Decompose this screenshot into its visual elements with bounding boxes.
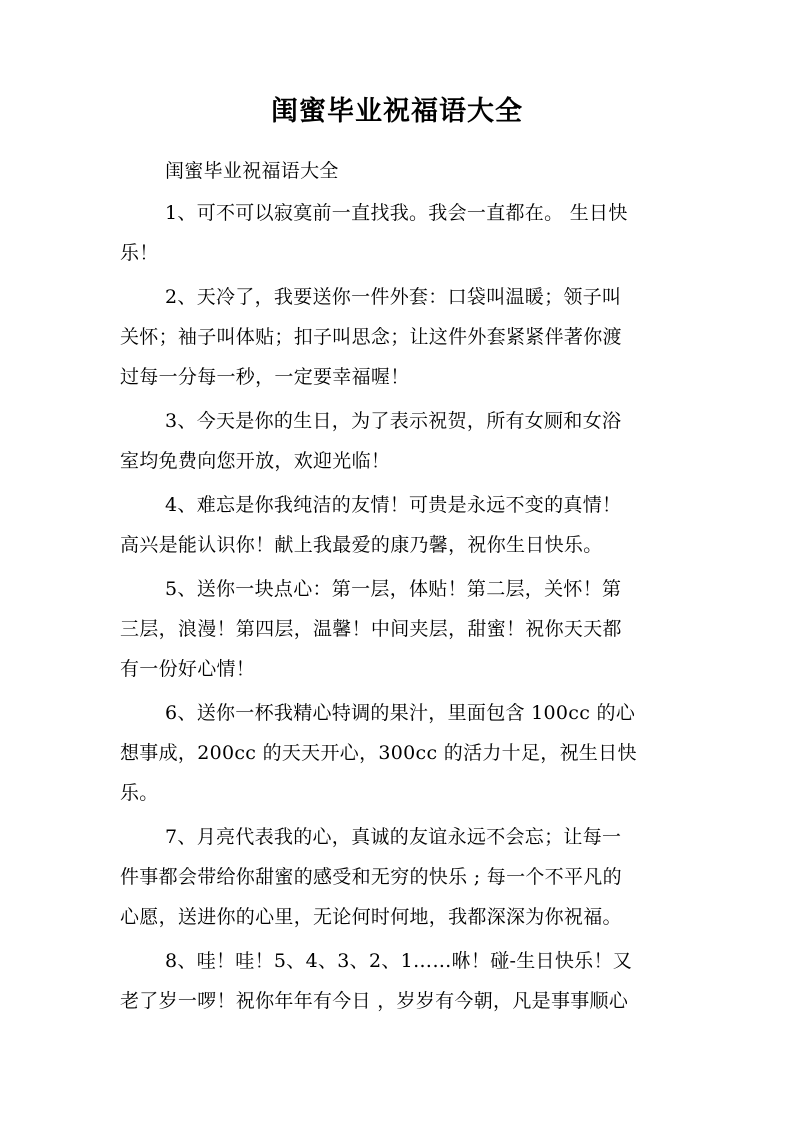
paragraph-line: 三层，浪漫！第四层，温馨！中间夹层，甜蜜！祝你天天都 — [120, 618, 622, 640]
paragraph-line: 1、可不可以寂寞前一直找我。我会一直都在。 生日快 — [165, 202, 628, 224]
subtitle-line: 闺蜜毕业祝福语大全 — [165, 160, 339, 182]
document-title: 闺蜜毕业祝福语大全 — [271, 96, 523, 127]
paragraph-line: 3、今天是你的生日，为了表示祝贺，所有女厕和女浴 — [165, 410, 622, 432]
paragraph-line: 件事都会带给你甜蜜的感受和无穷的快乐 ; 每一个不平凡的 — [120, 866, 622, 888]
paragraph-line: 关怀；袖子叫体贴；扣子叫思念；让这件外套紧紧伴著你渡 — [120, 326, 622, 348]
paragraph-line: 高兴是能认识你！献上我最爱的康乃馨，祝你生日快乐。 — [120, 534, 603, 556]
paragraph-line: 4、难忘是你我纯洁的友情！可贵是永远不变的真情！ — [165, 494, 622, 516]
paragraph-line: 乐！ — [120, 242, 159, 264]
paragraph-line: 6、送你一杯我精心特调的果汁，里面包含 100cc 的心 — [165, 702, 636, 724]
paragraph-line: 心愿，送进你的心里，无论何时何地，我都深深为你祝福。 — [120, 906, 622, 928]
paragraph-line: 5、送你一块点心：第一层，体贴！第二层，关怀！第 — [165, 578, 622, 600]
paragraph-line: 2、天冷了，我要送你一件外套：口袋叫温暖；领子叫 — [165, 286, 622, 308]
paragraph-line: 8、哇！哇！5、4、3、2、1……咻！碰-生日快乐！又 — [165, 950, 633, 972]
paragraph-line: 室均免费向您开放，欢迎光临！ — [120, 450, 391, 472]
paragraph-line: 7、月亮代表我的心，真诚的友谊永远不会忘；让每一 — [165, 826, 622, 848]
paragraph-line: 有一份好心情！ — [120, 658, 256, 680]
paragraph-line: 乐。 — [120, 782, 159, 804]
paragraph-line: 老了岁一啰！祝你年年有今日 ，岁岁有今朝，凡是事事顺心 — [120, 990, 629, 1012]
paragraph-line: 过每一分每一秒，一定要幸福喔！ — [120, 366, 410, 388]
paragraph-line: 想事成，200cc 的天天开心，300cc 的活力十足，祝生日快 — [120, 742, 637, 764]
